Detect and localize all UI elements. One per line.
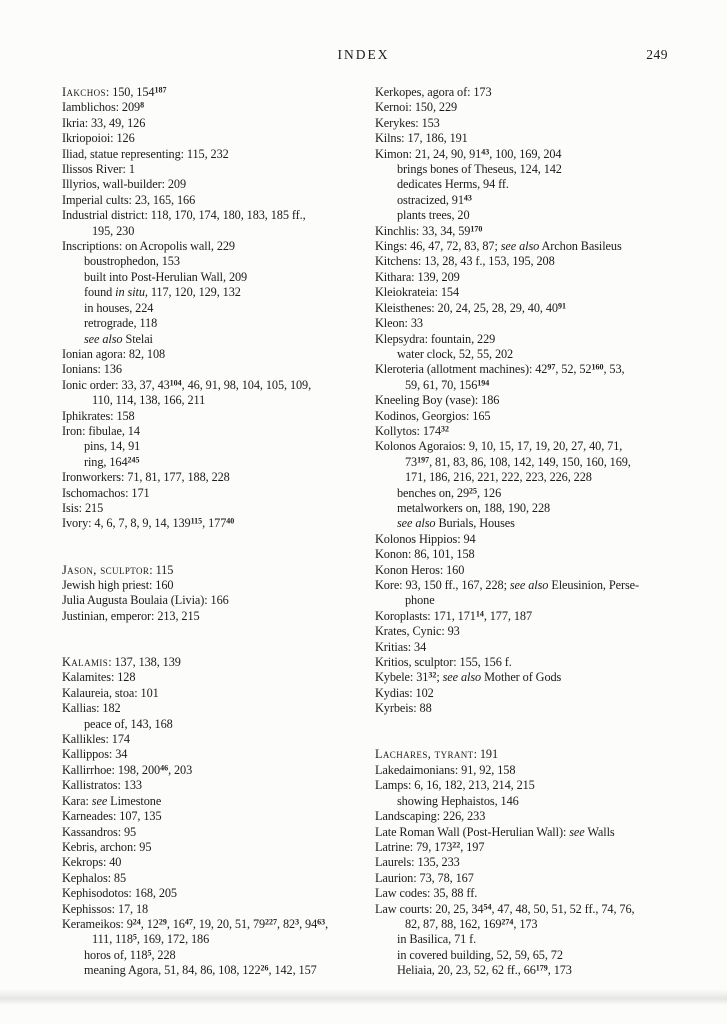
index-line: Latrine: 79, $173^{22}$, 197 (375, 839, 485, 854)
index-line: Law courts: 20, 25, $34^{54}$, 47, 48, 50, 51, 52 ff., 74, 76, (375, 901, 635, 916)
index-line: 59, 61, 70, $156^{194}$ (405, 377, 490, 392)
index-line: Koroplasts: 171, $171^{14}$, 177, 187 (375, 608, 533, 623)
index-line: Illyrios, wall-builder: 209 (62, 177, 187, 192)
index-line: brings bones of Theseus, 124, 142 (397, 162, 562, 177)
index-line: Ilissos River: 1 (62, 162, 135, 177)
index-line (375, 732, 685, 747)
index-line: Kephissos: 17, 18 (62, 901, 149, 916)
index-line: Karneades: 107, 135 (62, 809, 162, 824)
index-line: pins, 14, 91 (84, 439, 141, 454)
page-edge-shadow (0, 989, 727, 1005)
index-line: Justinian, emperor: 213, 215 (62, 608, 200, 623)
index-line: Kerkopes, agora of: 173 (375, 85, 492, 99)
index-line: Late Roman Wall (Post-Herulian Wall): see Walls (375, 824, 615, 839)
index-line: see also Burials, Houses (397, 516, 515, 531)
index-line: Lachares, tyrant: 191 (375, 747, 499, 762)
index-line: Kernoi: 150, 229 (375, 100, 458, 115)
index-line: phone (405, 593, 435, 608)
index-line: Imperial cults: 23, 165, 166 (62, 192, 196, 207)
index-line: ostracized, $91^{43}$ (397, 192, 472, 207)
index-line: $73^{197}$, 81, 83, 86, 108, 142, 149, 150, 160, 169, (405, 454, 631, 469)
index-line: Lakedaimonians: 91, 92, 158 (375, 762, 516, 777)
index-line: Kolonos Hippios: 94 (375, 531, 476, 546)
index-line: retrograde, 118 (84, 316, 158, 331)
index-line: Kallikles: 174 (62, 732, 130, 747)
index-line: water clock, 52, 55, 202 (397, 346, 514, 361)
index-line: Kitchens: 13, 28, 43 f., 153, 195, 208 (375, 254, 555, 269)
index-line: Jewish high priest: 160 (62, 578, 174, 592)
index-column-left (62, 85, 374, 979)
index-line: 195, 230 (92, 223, 135, 238)
index-line: Law codes: 35, 88 ff. (375, 886, 478, 901)
index-line: plants trees, 20 (397, 208, 470, 223)
index-line (62, 640, 374, 655)
index-line: peace of, 143, 168 (84, 716, 173, 731)
index-line: Kleon: 33 (375, 316, 423, 331)
index-line: in houses, 224 (84, 300, 154, 315)
index-line: Kekrops: 40 (62, 855, 122, 870)
index-line: Konon: 86, 101, 158 (375, 547, 475, 562)
index-line: horos of, $118^5$, 228 (84, 947, 176, 962)
index-line: Iliad, statue representing: 115, 232 (62, 146, 229, 161)
index-line: Kybele: $31^{32}$; see also Mother of Gods (375, 670, 562, 685)
index-line: Kimon: 21, 24, 90, $91^{43}$, 100, 169, 204 (375, 146, 562, 161)
index-line: ring, $164^{245}$ (84, 454, 140, 469)
index-line: 82, 87, 88, 162, $169^{274}$, 173 (405, 916, 538, 931)
index-line: in Basilica, 71 f. (397, 932, 477, 947)
index-line: Kerameikos: $9^{24}$, $12^{29}$, $16^{47}$, 19, 20, 51, $79^{227}$, $82^3$, $94^{63}$, (62, 916, 329, 931)
index-line: Ionian agora: 82, 108 (62, 346, 166, 361)
index-line: Krates, Cynic: 93 (375, 624, 460, 639)
index-line: found in situ, 117, 120, 129, 132 (84, 285, 241, 300)
index-line: Kritias: 34 (375, 639, 427, 654)
index-line: Kalamites: 128 (62, 670, 136, 685)
index-line: Laurels: 135, 233 (375, 855, 460, 870)
index-line: Kilns: 17, 186, 191 (375, 131, 468, 146)
index-line: Kalaureia, stoa: 101 (62, 685, 159, 700)
index-line: Kithara: 139, 209 (375, 269, 460, 284)
index-line: Julia Augusta Boulaia (Livia): 166 (62, 593, 229, 608)
index-line: Kara: see Limestone (62, 793, 162, 808)
index-line: Inscriptions: on Acropolis wall, 229 (62, 239, 235, 254)
index-line: Laurion: 73, 78, 167 (375, 870, 474, 885)
index-line: metalworkers on, 188, 190, 228 (397, 500, 551, 515)
index-line: Kinchlis: 33, 34, $59^{170}$ (375, 223, 483, 238)
index-line: dedicates Herms, 94 ff. (397, 177, 509, 192)
index-line: Industrial district: 118, 170, 174, 180, 183, 185 ff., (62, 208, 306, 223)
index-line: Kolonos Agoraios: 9, 10, 15, 17, 19, 20, 27, 40, 71, (375, 439, 623, 454)
index-line: 111, $118^5$, 169, 172, 186 (92, 932, 210, 947)
index-line: showing Hephaistos, 146 (397, 793, 519, 808)
running-head: INDEX (337, 47, 390, 62)
index-line: Kallirrhoe: 198, $200^{46}$, 203 (62, 762, 193, 777)
index-line: Kings: 46, 47, 72, 83, 87; see also Archon Basileus (375, 239, 622, 254)
index-line (62, 532, 374, 547)
index-line: Kleiokrateia: 154 (375, 285, 460, 300)
index-line: Isis: 215 (62, 500, 104, 515)
index-line: Ionic order: 33, 37, $43^{104}$, 46, 91, 98, 104, 105, 109, (62, 377, 312, 392)
index-line: Kyrbeis: 88 (375, 701, 432, 716)
index-line: Ikria: 33, 49, 126 (62, 115, 146, 130)
index-line: Lamps: 6, 16, 182, 213, 214, 215 (375, 778, 535, 793)
index-line: Ischomachos: 171 (62, 485, 150, 500)
page-number: 249 (646, 47, 668, 62)
index-line: Ironworkers: 71, 81, 177, 188, 228 (62, 470, 230, 485)
index-line: Kollytos: $174^{32}$ (375, 423, 449, 438)
index-line: Iron: fibulae, 14 (62, 423, 140, 438)
index-line: Klepsydra: fountain, 229 (375, 331, 496, 346)
index-line: built into Post-Herulian Wall, 209 (84, 269, 248, 284)
index-line: Ikriopoioi: 126 (62, 131, 135, 146)
index-line: Jason, sculptor: 115 (62, 562, 174, 577)
index-line: Iphikrates: 158 (62, 408, 135, 423)
index-line: meaning Agora, 51, 84, 86, 108, $122^{26}$, 142, 157 (84, 963, 317, 978)
index-line: Kalamis: 137, 138, 139 (62, 655, 181, 670)
index-line: Landscaping: 226, 233 (375, 809, 486, 824)
index-line: 171, 186, 216, 221, 222, 223, 226, 228 (405, 470, 592, 485)
index-line: Kerykes: 153 (375, 115, 440, 130)
index-line: Kephisodotos: 168, 205 (62, 886, 177, 901)
index-line: Kritios, sculptor: 155, 156 f. (375, 655, 512, 670)
index-line: Iakchos: 150, $154^{187}$ (62, 85, 167, 99)
index-line: Kassandros: 95 (62, 824, 137, 839)
index-line (62, 547, 374, 562)
index-line: Kallias: 182 (62, 701, 121, 716)
index-line: Heliaia, 20, 23, 52, 62 ff., $66^{179}$, 173 (397, 963, 572, 978)
index-line: Kydias: 102 (375, 685, 434, 700)
index-line (62, 624, 374, 639)
index-line: Kallippos: 34 (62, 747, 128, 762)
index-line: see also Stelai (84, 331, 153, 346)
index-line: Kebris, archon: 95 (62, 839, 152, 854)
index-line: benches on, $29^{25}$, 126 (397, 485, 502, 500)
index-line: Iamblichos: $209^8$ (62, 100, 145, 115)
index-line: Ionians: 136 (62, 362, 122, 377)
index-line: 110, 114, 138, 166, 211 (92, 393, 206, 408)
index-line: in covered building, 52, 59, 65, 72 (397, 947, 563, 962)
index-line: Kore: 93, 150 ff., 167, 228; see also Eleusinion, Perse- (375, 578, 639, 592)
index-line: Kephalos: 85 (62, 870, 127, 885)
index-line: Konon Heros: 160 (375, 562, 465, 577)
index-line: Kallistratos: 133 (62, 778, 142, 793)
index-line: Kneeling Boy (vase): 186 (375, 393, 500, 408)
index-column-right (375, 85, 685, 979)
index-line (375, 717, 685, 732)
index-line: Ivory: 4, 6, 7, 8, 9, 14, $139^{115}$, $177^{40}$ (62, 516, 235, 531)
index-line: boustrophedon, 153 (84, 254, 180, 269)
index-line: Kleisthenes: 20, 24, 25, 28, 29, 40, $40^{91}$ (375, 300, 566, 315)
index-line: Kleroteria (allotment machines): $42^{97}$, 52, $52^{160}$, 53, (375, 362, 625, 377)
index-line: Kodinos, Georgios: 165 (375, 408, 491, 423)
